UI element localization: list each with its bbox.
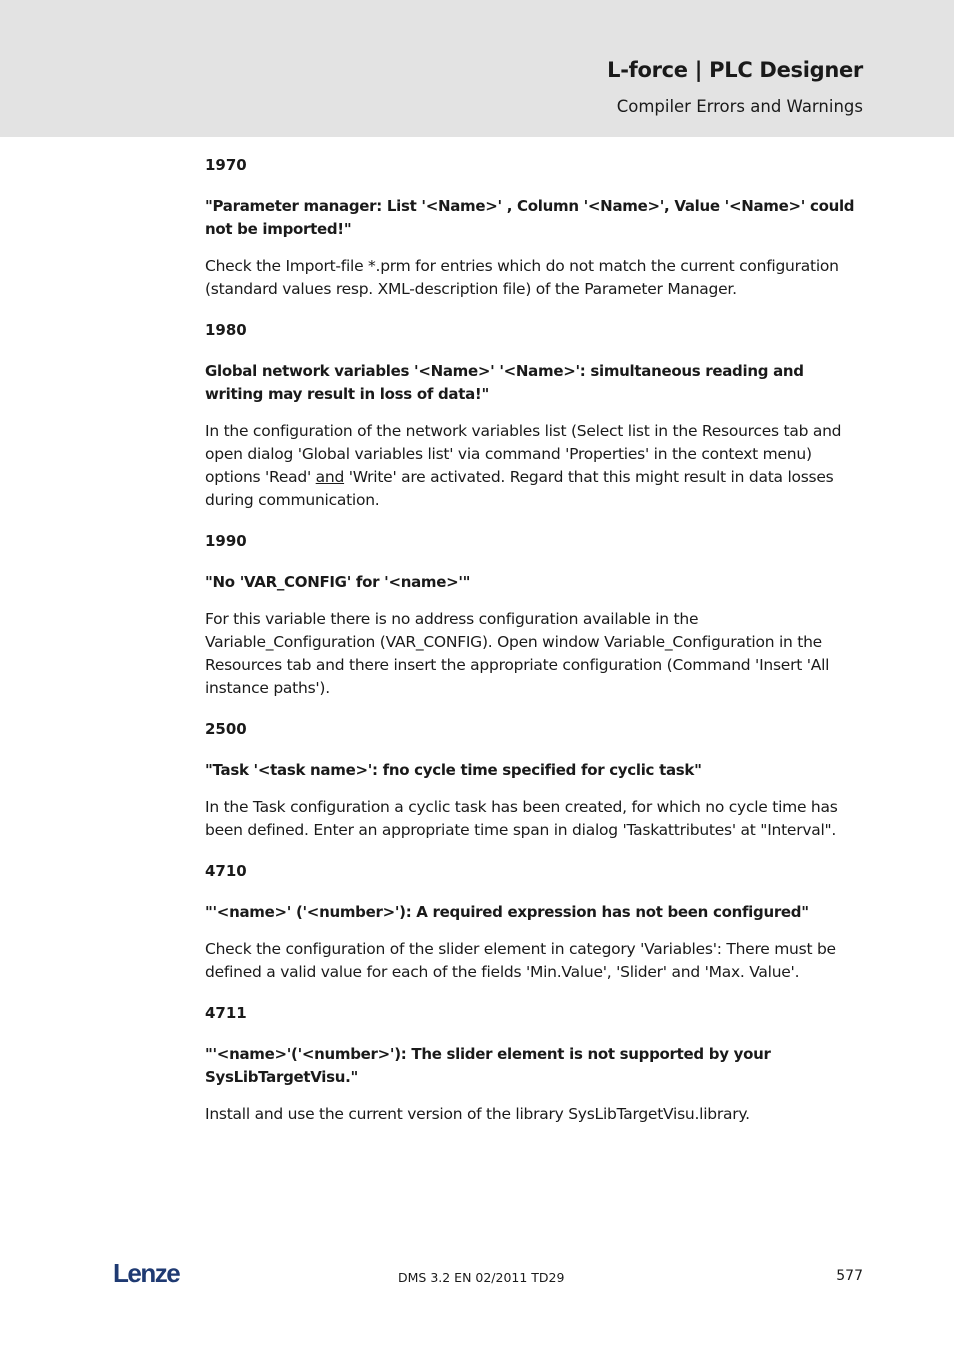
error-description: Check the configuration of the slider element in category 'Variables': There must be defined a valid value for each of the fields 'Min.Value', 'Slider' and 'Max. Value'.: [205, 940, 836, 981]
lenze-logo: [113, 1259, 191, 1287]
error-description: Install and use the current version of the library SysLibTargetVisu.library.: [205, 1105, 750, 1123]
document-id: DMS 3.2 EN 02/2011 TD29: [398, 1270, 565, 1285]
error-entry-1990: [205, 530, 865, 700]
product-title: L-force | PLC Designer: [607, 58, 863, 82]
error-entry-4710: [205, 860, 865, 984]
error-description: Check the Import-file *.prm for entries which do not match the current configuration (standard values resp. XML-description file) of the Parameter Manager.: [205, 257, 839, 298]
description-text: 'Write' are activated. Regard that this might result in data losses during communication.: [205, 468, 834, 509]
logo-text: Lenze: [113, 1259, 180, 1287]
page-number: 577: [836, 1268, 863, 1284]
error-code: 1990: [205, 532, 247, 550]
error-code: 1980: [205, 321, 247, 339]
error-code: 4710: [205, 862, 247, 880]
error-code: 1970: [205, 156, 247, 174]
error-message: Global network variables '<Name>' '<Name>': simultaneous reading and writing may result in loss of data!": [205, 362, 804, 403]
section-title: Compiler Errors and Warnings: [616, 97, 863, 116]
document-body: [205, 154, 865, 1144]
error-message: "Parameter manager: List '<Name>' , Column '<Name>', Value '<Name>' could not be imported!": [205, 197, 855, 238]
error-message: "'<name>'('<number>'): The slider element is not supported by your SysLibTargetVisu.": [205, 1045, 771, 1086]
error-description: In the Task configuration a cyclic task has been created, for which no cycle time has been defined. Enter an appropriate time span in dialog 'Taskattributes' at "Interval".: [205, 798, 838, 839]
error-message: "'<name>' ('<number>'): A required expression has not been configured": [205, 903, 809, 921]
error-entry-4711: [205, 1002, 865, 1126]
error-code: 2500: [205, 720, 247, 738]
error-description: [205, 420, 865, 512]
error-entry-1970: [205, 154, 865, 301]
error-message: "No 'VAR_CONFIG' for '<name>'": [205, 573, 471, 591]
error-description: For this variable there is no address configuration available in the Variable_Configuration (VAR_CONFIG). Open window Variable_Configuration in the Resources tab and there insert the appropriate configuration (Command 'Insert 'All instance paths').: [205, 610, 830, 697]
error-code: 4711: [205, 1004, 247, 1022]
underlined-word: and: [315, 468, 345, 486]
error-entry-1980: [205, 319, 865, 512]
description-text: In the configuration of the network variables list (Select list in the Resources tab and open dialog 'Global variables list' via command 'Properties' in the context menu) options 'Read': [205, 422, 842, 486]
page-header: [0, 0, 954, 137]
error-entry-2500: [205, 718, 865, 842]
error-message: "Task '<task name>': fno cycle time specified for cyclic task": [205, 761, 702, 779]
